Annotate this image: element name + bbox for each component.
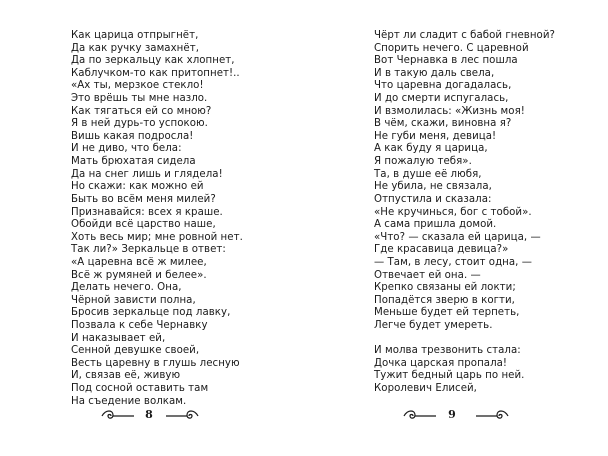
poem-line: Так ли?» Зеркальце в ответ: (71, 244, 226, 256)
poem-line: И до смерти испугалась, (374, 93, 509, 105)
poem-line: Мать брюхатая сидела (71, 156, 196, 168)
poem-line: Спорить нечего. С царевной (374, 42, 529, 54)
poem-line: Отпустила и сказала: (374, 193, 492, 205)
poem-line: И не диво, что бела: (71, 143, 182, 155)
poem-line: Да на снег лишь и глядела! (71, 168, 223, 180)
poem-line: Дочка царская пропала! (374, 357, 508, 369)
poem-line: «Ах ты, мерзкое стекло! (71, 80, 204, 92)
poem-line: Меньше будет ей терпеть, (374, 307, 520, 319)
poem-line: Обойди всё царство наше, (71, 219, 216, 231)
poem-line: Вот Чернавка в лес пошла (374, 55, 518, 67)
stanza-gap (374, 333, 555, 346)
poem-line: «А царевна всё ж милее, (71, 256, 207, 268)
poem-line: Быть во всём меня милей? (71, 193, 216, 205)
poem-line: А как буду я царица, (374, 143, 488, 155)
poem-line: Весть царевну в глушь лесную (71, 357, 240, 369)
poem-line: Не губи меня, девица! (374, 130, 497, 142)
left-flourish-icon (402, 408, 438, 422)
poem-line: Делать нечего. Она, (71, 282, 182, 294)
left-flourish-icon (100, 408, 136, 422)
poem-line: Где красавица девица?» (374, 244, 509, 256)
poem-line: Это врёшь ты мне назло. (71, 93, 208, 105)
page-number: 9 (448, 408, 456, 421)
poem-line: И взмолилась: «Жизнь моя! (374, 105, 525, 117)
poem-line: «Не кручинься, бог с тобой». (374, 206, 532, 218)
poem-line: Вишь какая подросла! (71, 130, 194, 142)
poem-line: Сенной девушке своей, (71, 345, 200, 357)
left-page (0, 0, 290, 456)
poem-line: В чём, скажи, виновна я? (374, 118, 512, 130)
poem-line: Хоть весь мир; мне ровной нет. (71, 231, 243, 243)
right-poem-text (374, 30, 555, 396)
poem-line: Я пожалую тебя». (374, 156, 472, 168)
poem-line: Да как ручку замахнёт, (71, 42, 199, 54)
left-poem-text (71, 30, 243, 408)
poem-line: И в такую даль свела, (374, 67, 495, 79)
poem-line: Бросив зеркальце под лавку, (71, 307, 231, 319)
poem-line: Что царевна догадалась, (374, 80, 512, 92)
poem-line: Признавайся: всех я краше. (71, 206, 223, 218)
poem-line: А сама пришла домой. (374, 219, 497, 231)
poem-line: Да по зеркальцу как хлопнет, (71, 55, 235, 67)
poem-line: Отвечает ей она. — (374, 269, 481, 281)
poem-line: На съедение волкам. (71, 395, 187, 407)
poem-line: Как царица отпрыгнёт, (71, 30, 199, 41)
poem-line: — Там, в лесу, стоит одна, — (374, 256, 532, 268)
poem-line: Крепко связаны ей локти; (374, 282, 516, 294)
poem-line: «Что? — сказала ей царица, — (374, 231, 541, 243)
poem-line: Тужит бедный царь по ней. (374, 370, 525, 382)
poem-line: Чёрт ли сладит с бабой гневной? (374, 30, 555, 41)
poem-line: Но скажи: как можно ей (71, 181, 204, 193)
poem-line: Всё ж румяней и белее». (71, 269, 207, 281)
poem-line: Королевич Елисей, (374, 383, 477, 395)
poem-line: И молва трезвонить стала: (374, 345, 521, 357)
right-flourish-icon (474, 408, 510, 422)
poem-line: Попадётся зверю в когти, (374, 294, 515, 306)
poem-line: Я в ней дурь-то успокою. (71, 118, 208, 130)
poem-line: Каблучком-то как притопнет!.. (71, 67, 240, 79)
poem-line: Чёрной зависти полна, (71, 294, 196, 306)
poem-line: Легче будет умереть. (374, 320, 493, 332)
poem-line: Как тягаться ей со мною? (71, 105, 212, 117)
poem-line: И, связав её, живую (71, 370, 181, 382)
poem-line: Под сосной оставить там (71, 383, 209, 395)
right-flourish-icon (164, 408, 200, 422)
poem-line: Та, в душе её любя, (374, 168, 482, 180)
right-page (304, 0, 594, 456)
poem-line: Не убила, не связала, (374, 181, 492, 193)
page-number: 8 (145, 408, 153, 421)
poem-line: И наказывает ей, (71, 332, 166, 344)
poem-line: Позвала к себе Чернавку (71, 320, 208, 332)
